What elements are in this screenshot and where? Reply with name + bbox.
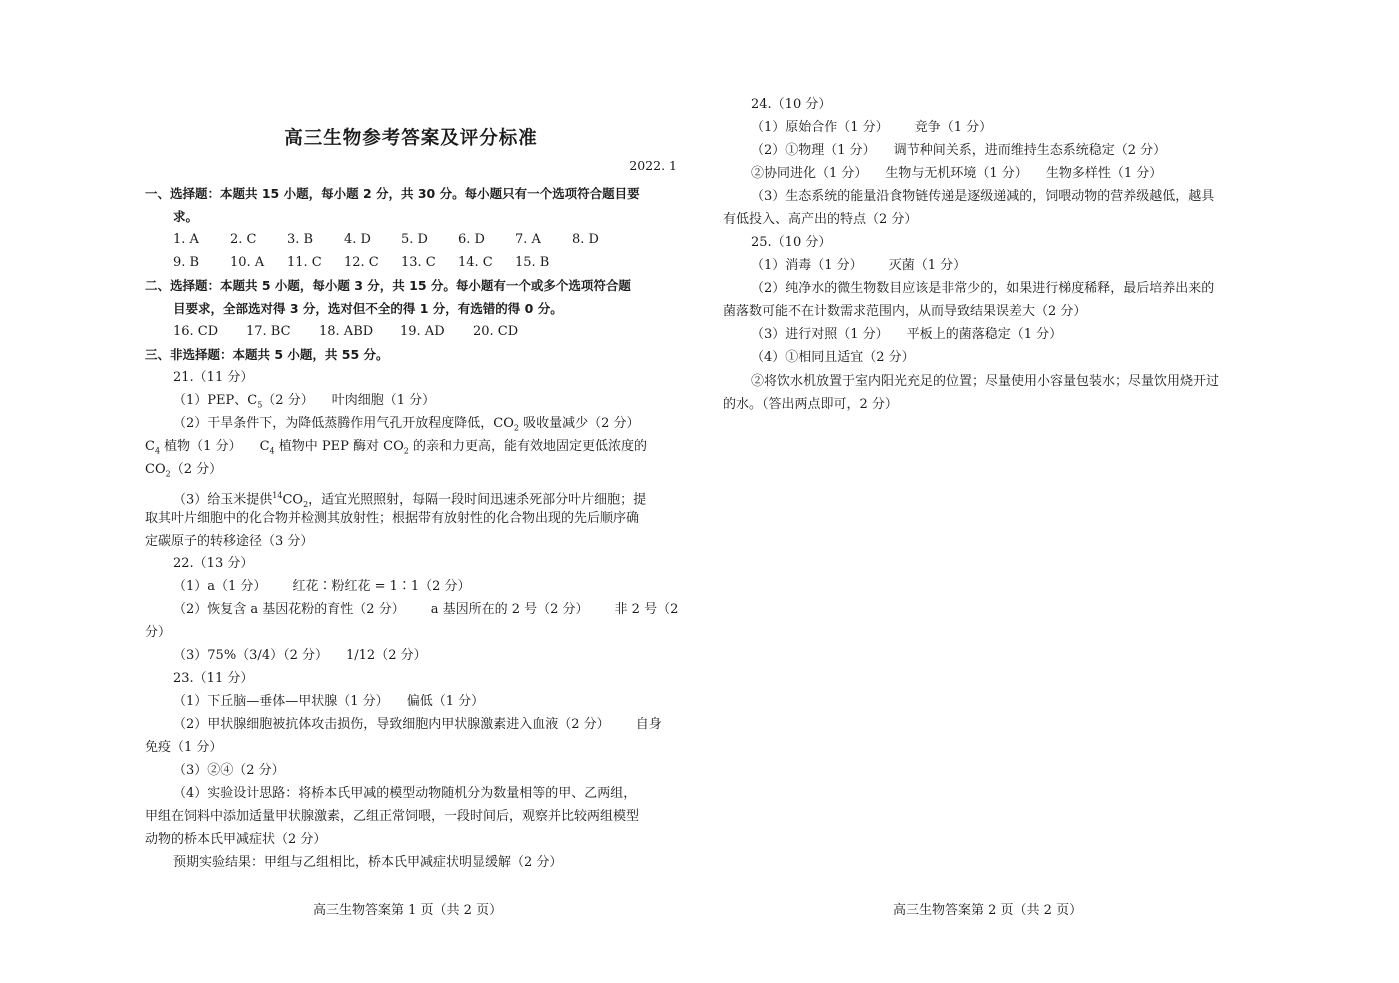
section-2-heading: 二、选择题：本题共 5 小题，每小题 3 分，共 15 分。每小题有一个或多个选项符合题 — [145, 278, 631, 293]
text: 平板上的菌落稳定（1 分） — [906, 327, 1063, 342]
mc-answer: 20. CD — [473, 324, 519, 339]
q24-part-3: （3）生态系统的能量沿食物链传递是逐级递减的，饲喂动物的营养级越低，越具 — [751, 189, 1215, 204]
mc-answer: 12. C — [344, 255, 379, 270]
answer-page-1 — [145, 0, 677, 983]
text: （1）PEP、C — [173, 393, 258, 408]
mc-answer: 15. B — [515, 255, 550, 270]
mc-answers-row-3 — [173, 322, 518, 342]
q24-part-1 — [751, 118, 992, 138]
text: （2 分） — [170, 462, 223, 477]
text: （2）恢复含 a 基因花粉的育性（2 分） — [173, 602, 405, 617]
mc-answer: 5. D — [401, 232, 428, 247]
text: （3）给玉米提供 — [173, 492, 273, 508]
q23-part-3: （3）②④（2 分） — [173, 763, 285, 778]
mc-answer: 17. BC — [246, 324, 291, 339]
text: 叶肉细胞（1 分） — [331, 393, 436, 408]
page-footer: 高三生物答案第 1 页（共 2 页） — [313, 903, 503, 918]
mc-answer: 3. B — [287, 232, 314, 247]
text: （2）①物理（1 分） — [751, 143, 876, 158]
mc-answer: 14. C — [458, 255, 493, 270]
q24-part-2 — [751, 141, 1166, 161]
mc-answer: 6. D — [458, 232, 485, 247]
mc-answer: 1. A — [173, 232, 199, 247]
text: （3）进行对照（1 分） — [751, 327, 889, 342]
question-23-heading: 23.（11 分） — [173, 671, 254, 686]
text: ②协同进化（1 分） — [751, 166, 868, 181]
q25-part-4-cont: ②将饮水机放置于室内阳光充足的位置；尽量使用小容量包装水；尽量饮用烧开过 — [751, 374, 1220, 389]
text: 自身 — [635, 717, 662, 732]
text: 红花∶粉红花 = 1∶1（2 分） — [292, 579, 471, 594]
q25-part-1 — [751, 256, 966, 276]
superscript: 14 — [272, 491, 283, 500]
q24-part-2-cont — [751, 164, 1162, 184]
q25-part-4: （4）①相同且适宜（2 分） — [751, 350, 915, 365]
mc-answer: 2. C — [230, 232, 257, 247]
date: 2022. 1 — [629, 158, 677, 173]
question-21-heading: 21.（11 分） — [173, 370, 254, 385]
text: 的亲和力更高，能有效地固定更低浓度的 — [408, 439, 647, 454]
text: 1/12（2 分） — [346, 648, 427, 663]
q21-part-2 — [173, 414, 640, 439]
text: ，适宜光照照射，每隔一段时间迅速杀死部分叶片细胞；提 — [308, 492, 647, 508]
question-22-heading: 22.（13 分） — [173, 556, 254, 571]
q23-part-1 — [173, 692, 484, 712]
text: 竞争（1 分） — [914, 120, 993, 135]
mc-answer: 10. A — [230, 255, 265, 270]
q23-part-4-cont: 甲组在饲料中添加适量甲状腺激素，乙组正常饲喂，一段时间后，观察并比较两组模型 — [145, 809, 640, 824]
text: （1）原始合作（1 分） — [751, 120, 889, 135]
page-title: 高三生物参考答案及评分标准 — [284, 128, 538, 149]
q22-part-2 — [173, 600, 678, 620]
section-2-heading-cont: 目要求，全部选对得 3 分，选对但不全的得 1 分，有选错的得 0 分。 — [173, 301, 563, 316]
subscript: 2 — [403, 446, 409, 456]
subscript: 4 — [269, 446, 275, 456]
text: （2 分） — [262, 393, 314, 408]
mc-answer: 7. A — [515, 232, 541, 247]
question-25-heading: 25.（10 分） — [751, 235, 832, 250]
text: 生物多样性（1 分） — [1045, 166, 1163, 181]
text: 植物（1 分） — [160, 439, 242, 454]
section-1-heading: 一、选择题：本题共 15 小题，每小题 2 分，共 30 分。每小题只有一个选项符合题目要 — [145, 186, 640, 201]
answer-page-2 — [723, 0, 1256, 983]
text: （2）甲状腺细胞被抗体攻击损伤，导致细胞内甲状腺激素进入血液（2 分） — [173, 717, 610, 732]
q24-part-3-cont: 有低投入、高产出的特点（2 分） — [723, 212, 918, 227]
mc-answers-row-2 — [173, 253, 549, 273]
q25-part-4-cont2: 的水。（答出两点即可，2 分） — [723, 397, 898, 412]
text: C — [259, 439, 270, 454]
q23-part-2 — [173, 715, 662, 735]
mc-answer: 19. AD — [400, 324, 445, 339]
q25-part-2-cont: 菌落数可能不在计数需求范围内，从而导致结果误差大（2 分） — [723, 304, 1087, 319]
text: （3）75%（3/4）（2 分） — [173, 648, 328, 663]
subscript: 4 — [154, 446, 161, 456]
section-3-heading: 三、非选择题：本题共 5 小题，共 55 分。 — [145, 347, 389, 362]
subscript: 2 — [513, 423, 519, 433]
q23-part-4-cont2: 动物的桥本氏甲减症状（2 分） — [145, 832, 327, 847]
mc-answer: 9. B — [173, 255, 200, 270]
q21-part-3-cont: 取其叶片细胞中的化合物并检测其放射性；根据带有放射性的化合物出现的先后顺序确 — [145, 511, 640, 526]
section-1-heading-cont: 求。 — [173, 209, 199, 224]
q25-part-2: （2）纯净水的微生物数目应该是非常少的，如果进行梯度稀释，最后培养出来的 — [751, 281, 1215, 296]
mc-answer: 4. D — [344, 232, 371, 247]
subscript: 5 — [257, 400, 263, 410]
text: （1）下丘脑—垂体—甲状腺（1 分） — [173, 694, 389, 709]
text: （1）a（1 分） — [173, 579, 267, 594]
text: 非 2 号（2 — [614, 602, 679, 617]
q22-part-1 — [173, 577, 471, 597]
text: （1）消毒（1 分） — [751, 258, 863, 273]
q21-part-1 — [173, 391, 435, 416]
mc-answer: 11. C — [287, 255, 322, 270]
text: 吸收量减少（2 分） — [518, 416, 640, 431]
text: 灭菌（1 分） — [888, 258, 967, 273]
text: 偏低（1 分） — [406, 694, 485, 709]
mc-answer: 16. CD — [173, 324, 219, 339]
question-24-heading: 24.（10 分） — [751, 97, 832, 112]
text: a 基因所在的 2 号（2 分） — [430, 602, 589, 617]
subscript: 2 — [165, 469, 171, 479]
q25-part-3 — [751, 325, 1062, 345]
text: CO — [282, 492, 304, 508]
text: C — [145, 439, 155, 454]
q22-part-2-cont: 分） — [145, 625, 172, 640]
text: 调节种间关系，进而维持生态系统稳定（2 分） — [893, 143, 1167, 158]
subscript: 2 — [303, 499, 309, 509]
text: CO — [145, 462, 166, 477]
mc-answer: 18. ABD — [319, 324, 374, 339]
q23-expected-result: 预期实验结果：甲组与乙组相比，桥本氏甲减症状明显缓解（2 分） — [173, 855, 563, 870]
mc-answer: 13. C — [401, 255, 436, 270]
q21-part-3-cont2: 定碳原子的转移途径（3 分） — [145, 534, 314, 549]
q21-part-2-cont — [145, 437, 677, 462]
page-footer: 高三生物答案第 2 页（共 2 页） — [893, 903, 1083, 918]
text: 生物与无机环境（1 分） — [885, 166, 1028, 181]
q23-part-2-cont: 免疫（1 分） — [145, 740, 223, 755]
mc-answers-row-1 — [173, 230, 599, 250]
q23-part-4: （4）实验设计思路：将桥本氏甲减的模型动物随机分为数量相等的甲、乙两组， — [173, 786, 637, 801]
mc-answer: 8. D — [572, 232, 599, 247]
text: 植物中 PEP 酶对 CO — [274, 439, 404, 454]
q22-part-3 — [173, 646, 427, 666]
q21-part-2-cont2 — [145, 460, 677, 485]
text: （2）干旱条件下，为降低蒸腾作用气孔开放程度降低，CO — [173, 416, 514, 431]
